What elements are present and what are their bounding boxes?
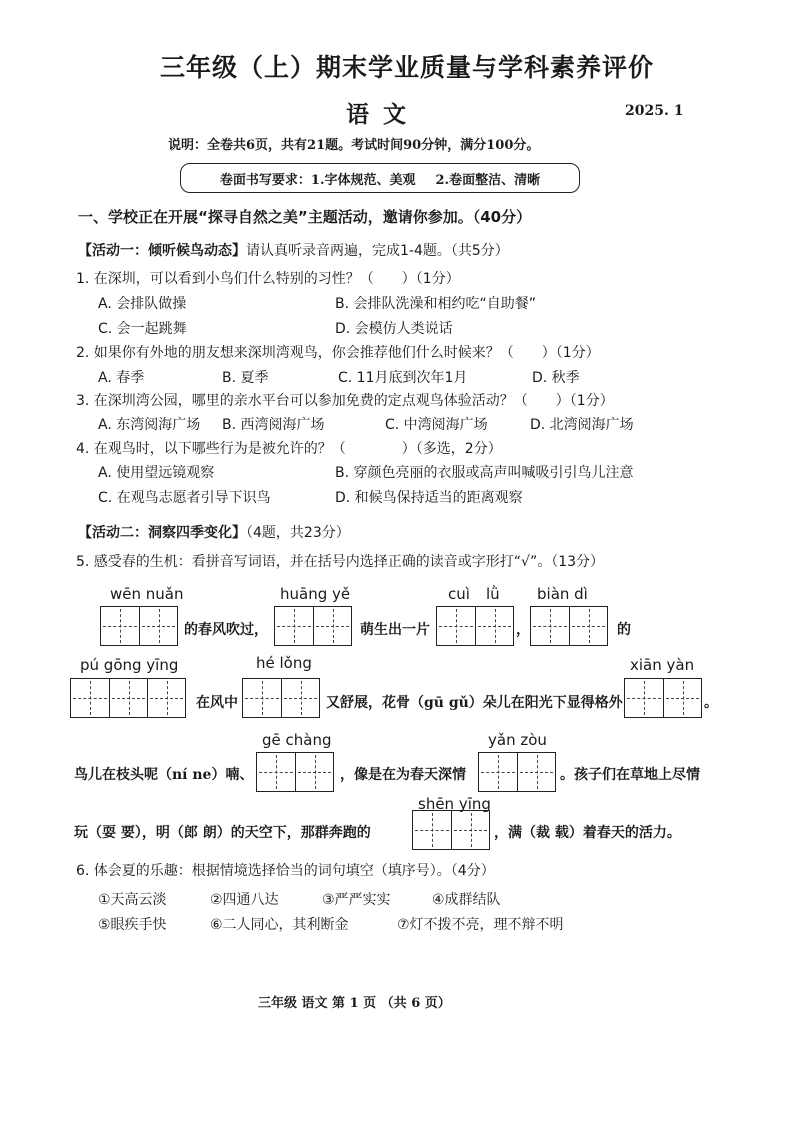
activity-2-text: （4题，共23分） xyxy=(246,525,350,541)
writing-box-biandi[interactable] xyxy=(530,606,608,646)
q2-option-b: B. 夏季 xyxy=(222,370,269,386)
q3-option-b: B. 西湾阅海广场 xyxy=(222,417,325,433)
question-3-stem: 3. 在深圳湾公园，哪里的亲水平台可以参加免费的定点观鸟体验活动？（ ）（1分） xyxy=(76,393,614,409)
q5-text-3: ， xyxy=(516,622,530,638)
q3-option-c: C. 中湾阅海广场 xyxy=(385,417,488,433)
q3-option-a: A. 东湾阅海广场 xyxy=(98,417,201,433)
q5-text-5: 在风中 xyxy=(196,695,238,711)
exam-title: 三年级（上）期末学业质量与学科素养评价 xyxy=(160,53,655,82)
q4-option-d: D. 和候鸟保持适当的距离观察 xyxy=(335,490,523,506)
pinyin-yanzou: yǎn zòu xyxy=(488,731,547,749)
question-5-stem: 5. 感受春的生机：看拼音写词语，并在括号内选择正确的读音或字形打“√”。（13分） xyxy=(76,554,605,570)
exam-note: 说明：全卷共6页，共有21题。考试时间90分钟，满分100分。 xyxy=(168,138,540,153)
question-6-stem: 6. 体会夏的乐趣：根据情境选择恰当的词句填空（填序号）。（4分） xyxy=(76,863,495,879)
writing-box-shenying[interactable] xyxy=(412,810,490,850)
q5-text-7: 。 xyxy=(704,695,718,711)
q5-text-10: 。孩子们在草地上尽情 xyxy=(560,767,700,783)
q4-option-c: C. 在观鸟志愿者引导下识鸟 xyxy=(98,490,271,506)
pinyin-xianyan: xiān yàn xyxy=(630,656,695,674)
writing-box-pugongying[interactable] xyxy=(70,678,186,718)
writing-box-huangye[interactable] xyxy=(274,606,352,646)
q5-text-12: ，满（裁 载）着春天的活力。 xyxy=(494,825,681,841)
writing-box-helong[interactable] xyxy=(242,678,320,718)
pinyin-pugongying: pú gōng yīng xyxy=(80,656,179,674)
writing-box-wennuan[interactable] xyxy=(100,606,178,646)
q6-option-3: ③严严实实 xyxy=(322,892,391,908)
q2-option-d: D. 秋季 xyxy=(532,370,580,386)
q5-text-8: 鸟儿在枝头呢（ní ne）喃、 xyxy=(74,767,254,783)
pinyin-huangye: huāng yě xyxy=(280,585,351,603)
activity-2-head: 【活动二：洞察四季变化】 xyxy=(78,525,246,541)
pinyin-lv: lǜ xyxy=(486,585,500,603)
q5-text-9: ，像是在为春天深情 xyxy=(340,767,466,783)
q6-option-2: ②四通八达 xyxy=(210,892,279,908)
pinyin-wennuan: wēn nuǎn xyxy=(110,585,184,603)
question-2-stem: 2. 如果你有外地的朋友想来深圳湾观鸟，你会推荐他们什么时候来？（ ）（1分） xyxy=(76,345,600,361)
requirement-1: 卷面书写要求：1.字体规范、美观 xyxy=(219,172,416,188)
q5-text-2: 萌生出一片 xyxy=(360,622,430,638)
writing-box-yanzou[interactable] xyxy=(478,752,556,792)
q5-text-6: 又舒展，花骨（gū gǔ）朵儿在阳光下显得格外 xyxy=(326,695,623,711)
q6-option-1: ①天高云淡 xyxy=(98,892,167,908)
activity-1-text: 请认真听录音两遍，完成1-4题。（共5分） xyxy=(246,243,509,259)
writing-requirements xyxy=(180,163,580,193)
q5-text-11: 玩（耍 要），明（郎 朗）的天空下，那群奔跑的 xyxy=(74,825,371,841)
q6-option-5: ⑤眼疾手快 xyxy=(98,917,167,933)
pinyin-shenying: shēn yīng xyxy=(418,795,491,813)
writing-box-xianyan[interactable] xyxy=(624,678,702,718)
q1-option-d: D. 会模仿人类说话 xyxy=(335,321,453,337)
question-1-stem: 1. 在深圳，可以看到小鸟们什么特别的习性？（ ）（1分） xyxy=(76,271,460,287)
activity-1 xyxy=(78,240,509,260)
q2-option-c: C. 11月底到次年1月 xyxy=(338,370,468,386)
requirement-2: 2.卷面整洁、清晰 xyxy=(435,172,541,188)
writing-box-gechang[interactable] xyxy=(256,752,334,792)
activity-1-head: 【活动一：倾听候鸟动态】 xyxy=(78,243,246,259)
q6-option-7: ⑦灯不拨不亮，理不辩不明 xyxy=(397,917,564,933)
pinyin-biandi: biàn dì xyxy=(537,585,588,603)
q6-option-4: ④成群结队 xyxy=(432,892,501,908)
q5-text-1: 的春风吹过， xyxy=(184,622,268,638)
page-footer: 三年级 语文 第 1 页 （共 6 页） xyxy=(258,996,451,1011)
q1-option-c: C. 会一起跳舞 xyxy=(98,321,187,337)
q4-option-b: B. 穿颜色亮丽的衣服或高声叫喊吸引引鸟儿注意 xyxy=(335,465,634,481)
pinyin-helong: hé lǒng xyxy=(256,654,312,672)
q1-option-a: A. 会排队做操 xyxy=(98,296,187,312)
q6-option-6: ⑥二人同心，其利断金 xyxy=(210,917,349,933)
writing-box-cuilv[interactable] xyxy=(436,606,514,646)
pinyin-cui: cuì xyxy=(448,585,470,603)
q3-option-d: D. 北湾阅海广场 xyxy=(530,417,634,433)
q4-option-a: A. 使用望远镜观察 xyxy=(98,465,215,481)
q5-text-4: 的 xyxy=(617,622,631,638)
exam-date: 2025. 1 xyxy=(625,103,684,119)
q2-option-a: A. 春季 xyxy=(98,370,145,386)
activity-2 xyxy=(78,522,350,542)
q1-option-b: B. 会排队洗澡和相约吃“自助餐” xyxy=(335,296,537,312)
subject-title: 语文 xyxy=(346,101,420,128)
section-title: 一、学校正在开展“探寻自然之美”主题活动，邀请你参加。（40分） xyxy=(78,208,532,226)
question-4-stem: 4. 在观鸟时，以下哪些行为是被允许的？（ ）（多选，2分） xyxy=(76,441,502,457)
pinyin-gechang: gē chàng xyxy=(262,731,332,749)
